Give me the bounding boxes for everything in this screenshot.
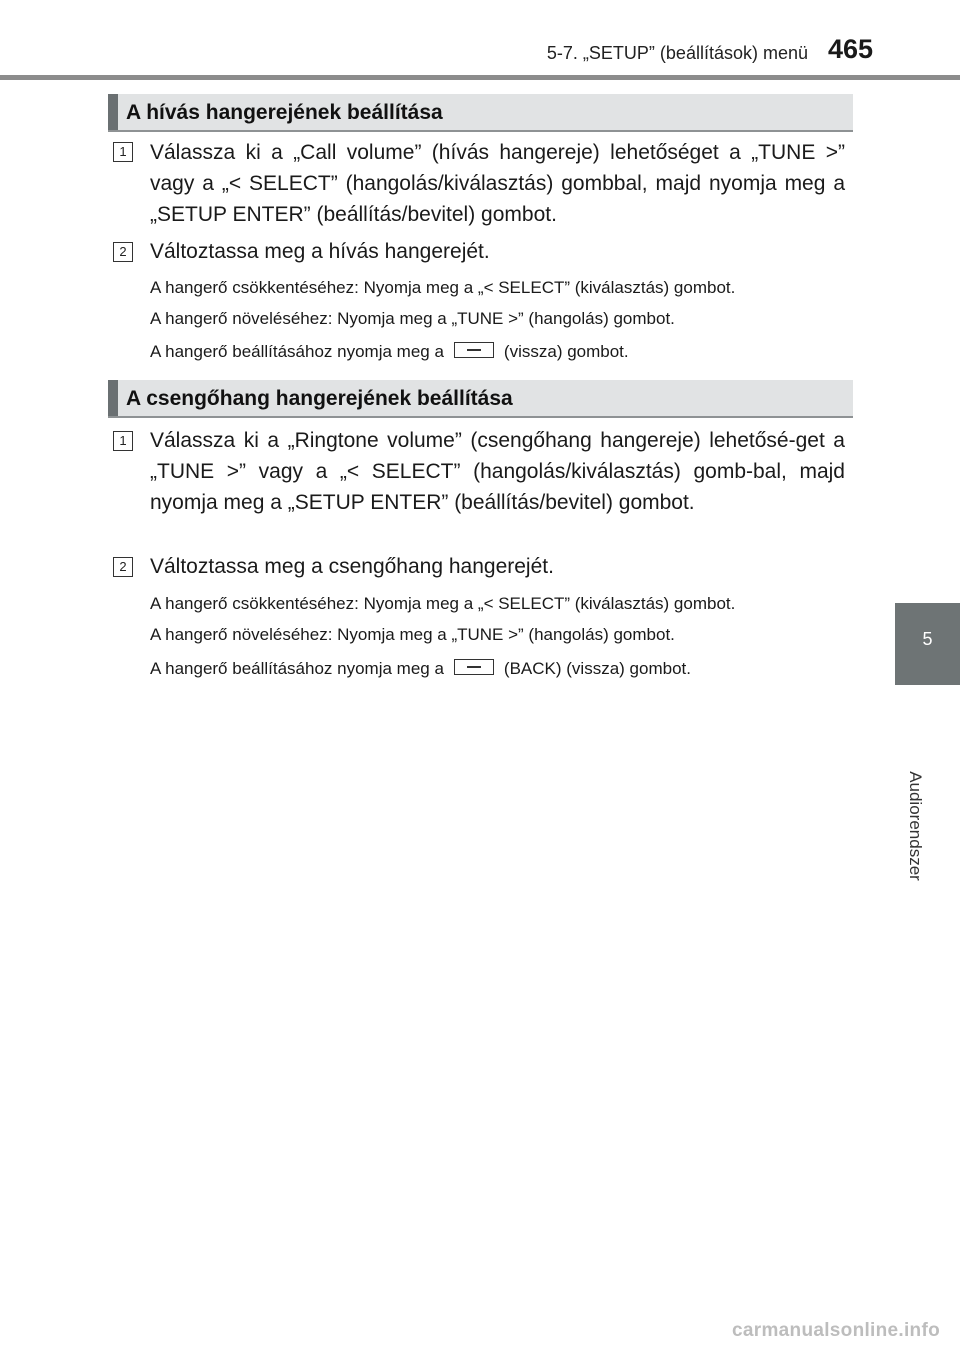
header-rule xyxy=(0,75,960,80)
section-heading-ringtone-volume xyxy=(108,380,853,418)
page-header xyxy=(0,0,960,80)
step-number-2: 2 xyxy=(113,242,133,262)
step-number-1: 1 xyxy=(113,431,133,451)
step-text-1: Válassza ki a „Ringtone volume” (csengőhang hangereje) lehetősé-get a „TUNE >” vagy a „< SELECT” (hangolás/kiválasztás) gomb-bal, majd nyomja meg a „SETUP ENTER” (beállítás/bevitel) gombot. xyxy=(150,429,845,514)
note-increase-volume: A hangerő növeléséhez: Nyomja meg a „TUNE >” (hangolás) gombot. xyxy=(150,309,675,328)
note-back-button xyxy=(150,341,850,363)
step-number-1: 1 xyxy=(113,142,133,162)
chapter-label: Audiorendszer xyxy=(906,771,925,881)
watermark: carmanualsonline.info xyxy=(732,1320,940,1341)
step-text-2: Változtassa meg a hívás hangerejét. xyxy=(150,240,490,263)
header-section-title: 5-7. „SETUP” (beállítások) menü xyxy=(546,43,808,63)
chapter-number: 5 xyxy=(922,629,933,649)
note-back-button xyxy=(150,658,850,680)
note-back-after: (BACK) (vissza) gombot. xyxy=(503,659,691,678)
note-back-before: A hangerő beállításához nyomja meg a xyxy=(150,659,444,678)
section-heading-call-volume xyxy=(108,94,853,132)
note-decrease-volume: A hangerő csökkentéséhez: Nyomja meg a „< SELECT” (kiválasztás) gombot. xyxy=(150,594,736,613)
page-number: 465 xyxy=(828,34,874,64)
step-text-2: Változtassa meg a csengőhang hangerejét. xyxy=(150,555,554,578)
step-text-1: Válassza ki a „Call volume” (hívás hangereje) lehetőséget a „TUNE >” vagy a „< SELECT” (hangolás/kiválasztás) gombbal, majd nyomja meg a „SETUP ENTER” (beállítás/bevitel) gombot. xyxy=(150,141,845,226)
note-decrease-volume: A hangerő csökkentéséhez: Nyomja meg a „< SELECT” (kiválasztás) gombot. xyxy=(150,278,736,297)
chapter-tab xyxy=(895,603,960,685)
section-heading-text: A hívás hangerejének beállítása xyxy=(126,101,443,124)
step-number-2: 2 xyxy=(113,557,133,577)
note-back-after: (vissza) gombot. xyxy=(503,342,629,361)
back-button-icon xyxy=(454,342,494,358)
note-back-before: A hangerő beállításához nyomja meg a xyxy=(150,342,444,361)
note-increase-volume: A hangerő növeléséhez: Nyomja meg a „TUNE >” (hangolás) gombot. xyxy=(150,625,675,644)
section-heading-text: A csengőhang hangerejének beállítása xyxy=(126,387,513,410)
back-button-icon xyxy=(454,659,494,675)
